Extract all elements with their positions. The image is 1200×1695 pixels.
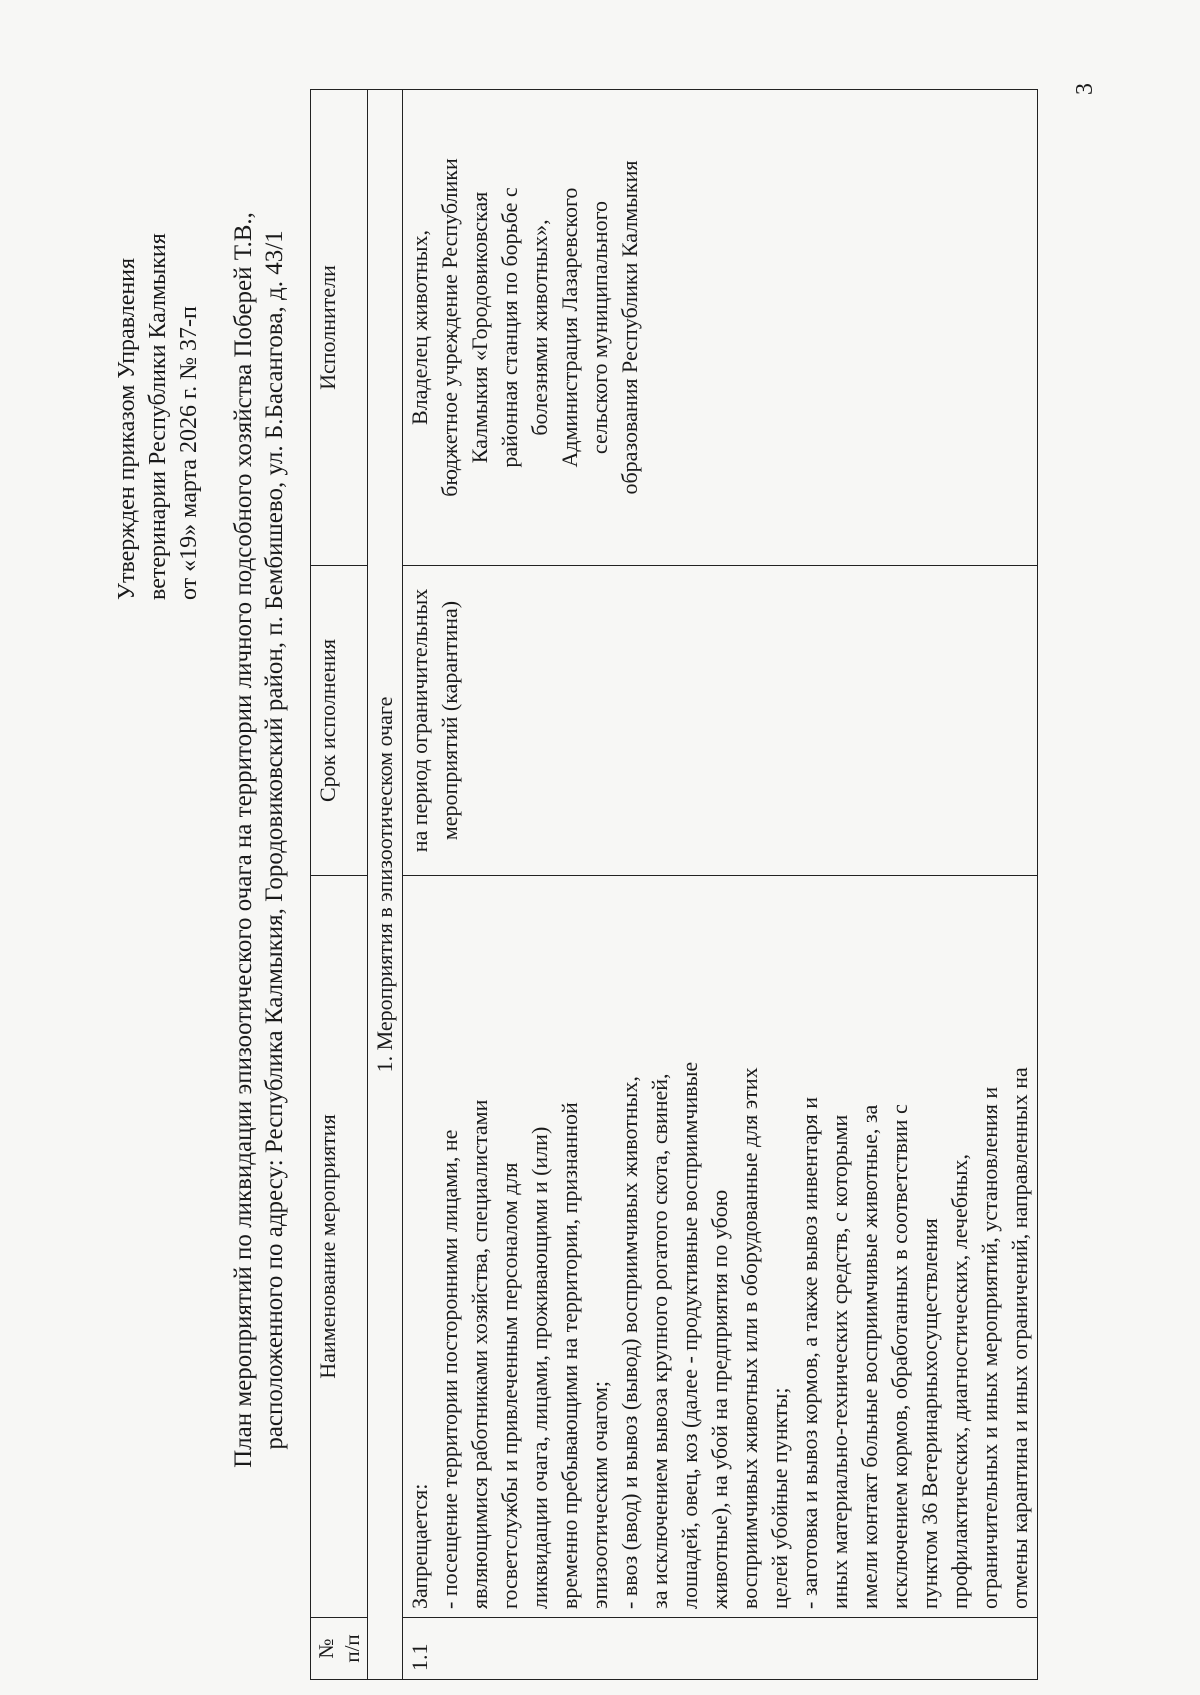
section-row: [368, 90, 403, 1680]
row-number: 1.1: [403, 1618, 1038, 1680]
measure-line: профилактических, диагностических, лечебных,: [947, 1153, 972, 1609]
measure-line: Запрещается:: [407, 1483, 432, 1609]
approval-line: от «19» марта 2026 г. № 37-п: [176, 306, 202, 600]
measure-line: временно пребывающими на территории, признанной: [557, 1102, 582, 1609]
measure-line: животные), на убой на предприятия по убою: [707, 1189, 732, 1609]
measure-line: отмены карантина и иных ограничений, направленных на: [1007, 1067, 1032, 1609]
measure-line: за исключением вывоза крупного рогатого скота, свиней,: [647, 1073, 672, 1609]
table-row: [403, 90, 1038, 1680]
executor-line: Калмыкия «Городовиковская: [467, 191, 492, 464]
approval-stamp-text: [112, 40, 205, 600]
plan-title: [228, 175, 290, 1505]
executor-line: бюджетное учреждение Республики: [437, 158, 462, 497]
measure-line: имели контакт больные восприимчивые животные, за: [857, 1104, 882, 1609]
measure-line: - заготовка и вывоз кормов, а также вывоз инвентаря и: [797, 1097, 822, 1609]
measure-line: пунктом 36 Ветеринарныхосуществления: [917, 1218, 942, 1609]
measure-line: восприимчивых животных или в оборудованные для этих: [737, 1067, 762, 1609]
measure-line: лошадей, овец, коз (далее - продуктивные восприимчивые: [677, 1061, 702, 1609]
executor-line: образования Республики Калмыкия: [617, 160, 642, 495]
header-executors: Исполнители: [311, 90, 368, 566]
measure-line: госветслужбы и привлеченным персоналом для: [497, 1162, 522, 1609]
header-number: [311, 1618, 368, 1680]
executor-line: Администрация Лазаревского: [557, 187, 582, 468]
executor-line: сельского муниципального: [587, 200, 612, 455]
plan-title-line: План мероприятий по ликвидации эпизоотического очага на территории личного подсобного хозяйства Поберей Т.В.,: [230, 212, 257, 1468]
page-number: 3: [1072, 83, 1098, 95]
executor-line: районная станция по борьбе с: [497, 187, 522, 468]
term-line: мероприятий (карантина): [437, 600, 462, 841]
measure-line: эпизоотическим очагом;: [587, 1380, 612, 1609]
executor-line: болезнями животных»,: [527, 219, 552, 436]
header-number-line: №: [314, 1638, 338, 1659]
measure-line: - ввоз (ввод) и вывоз (вывод) восприимчивых животных,: [617, 1076, 642, 1609]
measure-line: иных материально-технических средств, с которыми: [827, 1114, 852, 1609]
term-cell: [403, 566, 1038, 876]
header-number-line: п/п: [340, 1634, 364, 1663]
table-header-row: [311, 90, 368, 1680]
approval-line: Утвержден приказом Управления: [114, 257, 140, 600]
term-line: на период ограничительных: [407, 588, 432, 853]
measure-line: исключением кормов, обработанных в соответствии с: [887, 1104, 912, 1609]
executors-cell: [403, 90, 1038, 566]
measure-line: целей убойные пункты;: [767, 1387, 792, 1609]
plan-title-line: расположенного по адресу: Республика Калмыкия, Городовиковский район, п. Бембишево, ул. Б.Басангова, д. 43/1: [261, 230, 288, 1450]
measure-line: - посещение территории посторонними лицами, не: [437, 1129, 462, 1609]
measures-table: [310, 89, 1038, 1680]
executor-line: Владелец животных,: [407, 230, 432, 425]
measure-line: ликвидации очага, лицами, проживающими и (или): [527, 1126, 552, 1609]
approval-line: ветеринарии Республики Калмыкия: [145, 233, 171, 600]
measure-description: [403, 876, 1038, 1618]
header-measure-name: Наименование мероприятия: [311, 876, 368, 1618]
measure-line: ограничительных и иных мероприятий, установления и: [977, 1086, 1002, 1609]
section-title: 1. Мероприятия в эпизоотическом очаге: [368, 90, 403, 1680]
header-term: Срок исполнения: [311, 566, 368, 876]
measure-line: являющимися работниками хозяйства, специалистами: [467, 1099, 492, 1609]
